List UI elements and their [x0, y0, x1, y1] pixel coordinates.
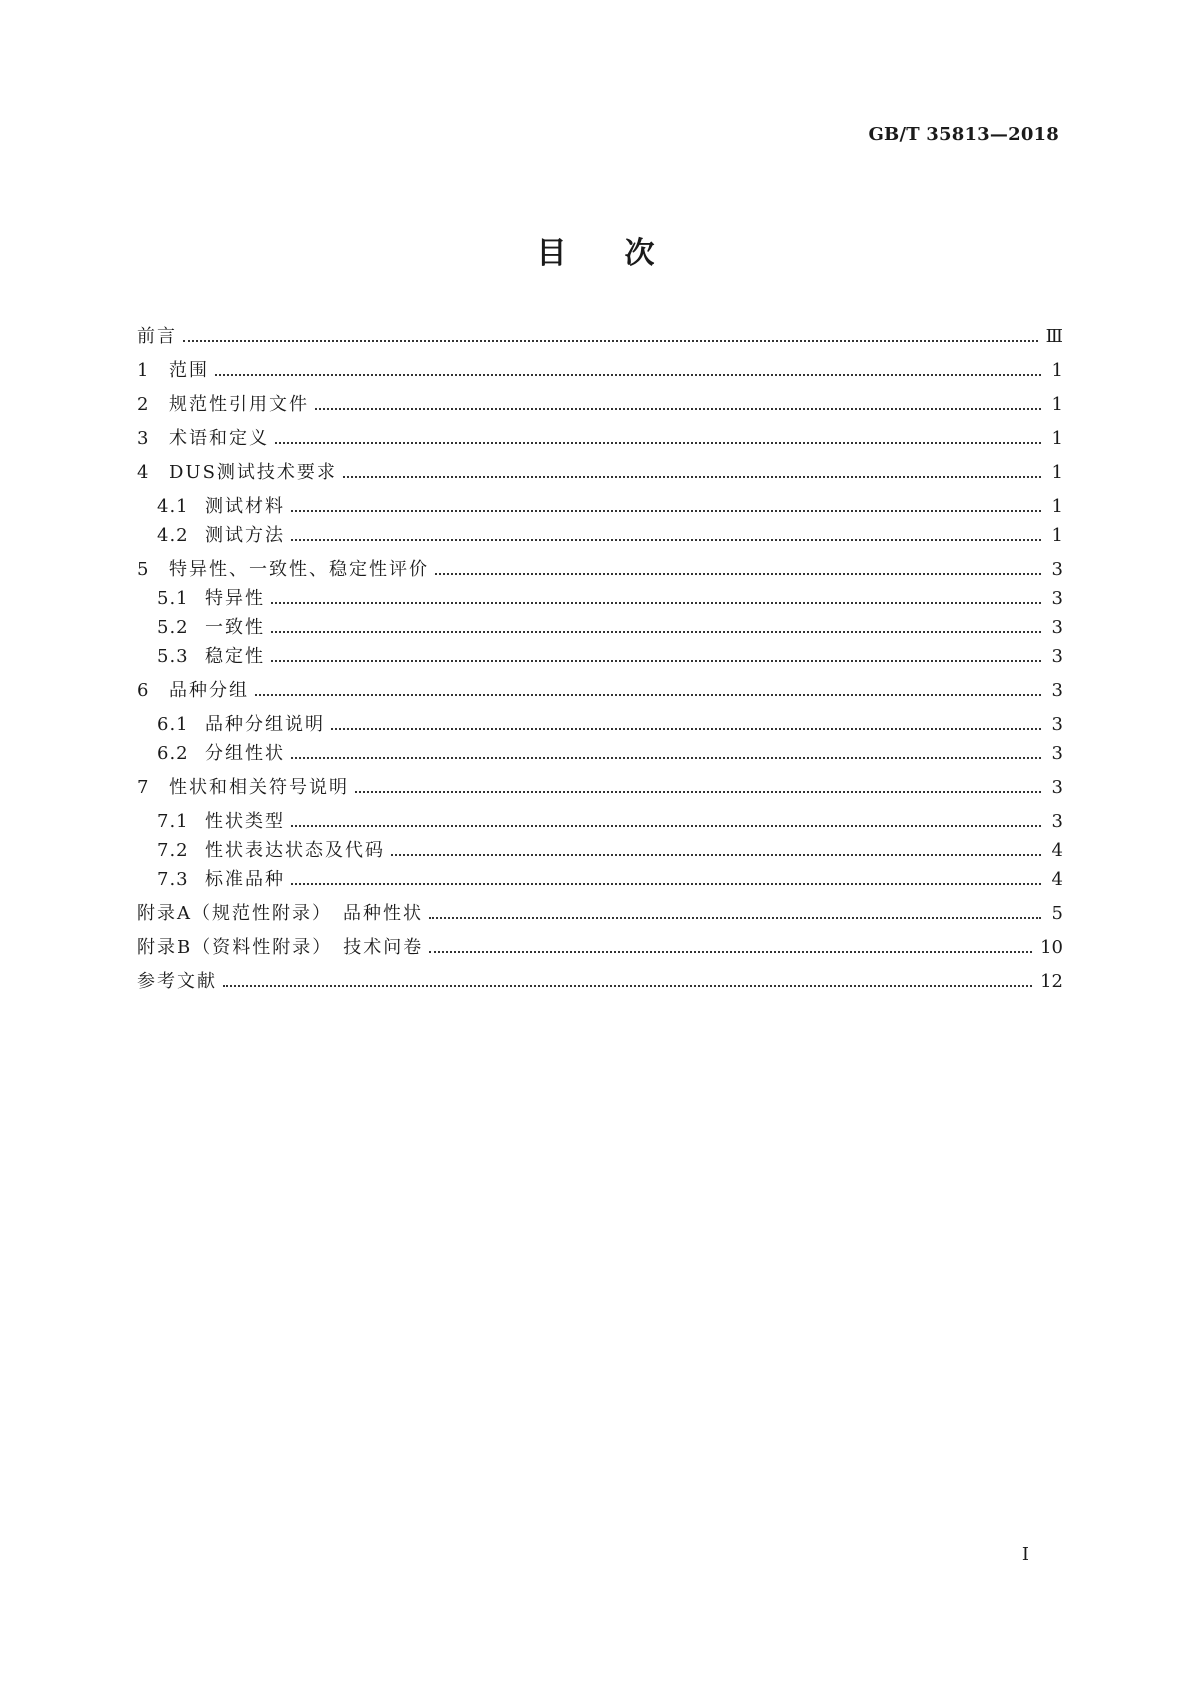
toc-entry-label: 性状和相关符号说明: [169, 777, 349, 798]
toc-entry-number: 2: [137, 394, 150, 415]
toc-entry[interactable]: [137, 970, 1063, 994]
toc-leader-dots: [291, 757, 1041, 759]
toc-entry-label: DUS测试技术要求: [169, 462, 337, 483]
toc-entry-page: 3: [1051, 743, 1063, 764]
toc-entry-number: 3: [137, 428, 150, 449]
toc-leader-dots: [291, 883, 1041, 885]
toc-entry-page: 1: [1051, 428, 1063, 449]
toc-entry-number: 7.2: [157, 840, 189, 861]
toc-entry-page: 1: [1051, 462, 1063, 483]
toc-entry[interactable]: [137, 776, 1063, 800]
toc-entry[interactable]: [137, 325, 1063, 349]
toc-entry-number: 4: [137, 462, 150, 483]
toc-leader-dots: [271, 602, 1041, 604]
toc-entry-page: 3: [1051, 646, 1063, 667]
toc-entry-page: Ⅲ: [1045, 326, 1063, 347]
toc-entry-label: 性状类型: [205, 811, 285, 832]
toc-entry-number: 6: [137, 680, 150, 701]
toc-entry[interactable]: [137, 616, 1063, 640]
toc-entry[interactable]: [137, 461, 1063, 485]
toc-entry-page: 3: [1051, 617, 1063, 638]
toc-entry-label: 附录A（规范性附录） 品种性状: [137, 903, 423, 924]
toc-entry-number: 4.2: [157, 525, 189, 546]
toc-leader-dots: [271, 660, 1041, 662]
toc-entry[interactable]: [137, 810, 1063, 834]
toc-leader-dots: [391, 854, 1041, 856]
toc-entry-label: 参考文献: [137, 971, 217, 992]
toc-entry-page: 1: [1051, 360, 1063, 381]
toc-leader-dots: [223, 985, 1032, 987]
toc-entry-label: 前言: [137, 326, 177, 347]
toc-entry-number: 5.1: [157, 588, 189, 609]
toc-entry-page: 1: [1051, 525, 1063, 546]
toc-entry[interactable]: [137, 558, 1063, 582]
standard-code: GB/T 35813—2018: [868, 124, 1059, 145]
toc-entry[interactable]: [137, 427, 1063, 451]
toc-entry-number: 5.2: [157, 617, 189, 638]
toc-leader-dots: [291, 539, 1041, 541]
toc-leader-dots: [291, 825, 1041, 827]
toc-entry[interactable]: [137, 868, 1063, 892]
toc-entry-label: 分组性状: [205, 743, 285, 764]
toc-entry-page: 4: [1051, 840, 1063, 861]
toc-entry-number: 1: [137, 360, 150, 381]
toc-entry[interactable]: [137, 359, 1063, 383]
toc-entry-label: 附录B（资料性附录） 技术问卷: [137, 937, 424, 958]
toc-entry-label: 术语和定义: [169, 428, 269, 449]
toc-leader-dots: [275, 442, 1041, 444]
toc-entry-page: 3: [1051, 811, 1063, 832]
toc-entry-page: 10: [1040, 937, 1063, 958]
toc-entry-page: 3: [1051, 559, 1063, 580]
toc-entry[interactable]: [137, 902, 1063, 926]
toc-entry-page: 3: [1051, 777, 1063, 798]
page-title: 目次: [536, 236, 713, 271]
toc-leader-dots: [255, 694, 1041, 696]
toc-leader-dots: [429, 917, 1041, 919]
toc-entry[interactable]: [137, 936, 1063, 960]
toc-entry[interactable]: [137, 495, 1063, 519]
toc-entry[interactable]: [137, 524, 1063, 548]
toc-entry-number: 7: [137, 777, 150, 798]
toc-entry-page: 3: [1051, 714, 1063, 735]
toc-entry-label: 性状表达状态及代码: [205, 840, 385, 861]
toc-entry-label: 一致性: [205, 617, 265, 638]
toc-entry-page: 3: [1051, 680, 1063, 701]
toc-leader-dots: [215, 374, 1041, 376]
toc-leader-dots: [435, 573, 1041, 575]
toc-entry-label: 稳定性: [205, 646, 265, 667]
toc-entry[interactable]: [137, 645, 1063, 669]
toc-entry[interactable]: [137, 393, 1063, 417]
toc-entry-label: 测试方法: [205, 525, 285, 546]
toc-leader-dots: [291, 510, 1041, 512]
toc-entry[interactable]: [137, 742, 1063, 766]
toc-entry-page: 1: [1051, 496, 1063, 517]
toc-entry-page: 3: [1051, 588, 1063, 609]
toc-entry[interactable]: [137, 679, 1063, 703]
toc-entry-page: 4: [1051, 869, 1063, 890]
toc-leader-dots: [271, 631, 1041, 633]
toc-entry-page: 1: [1051, 394, 1063, 415]
toc-entry-number: 4.1: [157, 496, 189, 517]
toc-entry-label: 范围: [169, 360, 209, 381]
toc-leader-dots: [183, 340, 1038, 342]
toc-entry-number: 6.2: [157, 743, 189, 764]
toc-leader-dots: [429, 951, 1032, 953]
toc-leader-dots: [315, 408, 1041, 410]
toc-entry[interactable]: [137, 713, 1063, 737]
toc-entry-number: 6.1: [157, 714, 189, 735]
toc-leader-dots: [355, 791, 1041, 793]
toc-entry-page: 12: [1040, 971, 1063, 992]
toc-entry-number: 5: [137, 559, 150, 580]
toc-entry-label: 测试材料: [205, 496, 285, 517]
toc-entry-label: 品种分组: [169, 680, 249, 701]
page-number: I: [1021, 1544, 1029, 1565]
toc-entry-label: 特异性: [205, 588, 265, 609]
toc-entry-label: 规范性引用文件: [169, 394, 309, 415]
toc-entry-label: 特异性、一致性、稳定性评价: [169, 559, 429, 580]
toc-entry-page: 5: [1051, 903, 1063, 924]
toc-entry[interactable]: [137, 839, 1063, 863]
toc-entry-number: 5.3: [157, 646, 189, 667]
toc-entry-label: 品种分组说明: [205, 714, 325, 735]
toc-entry-number: 7.1: [157, 811, 189, 832]
toc-entry[interactable]: [137, 587, 1063, 611]
toc-entry-number: 7.3: [157, 869, 189, 890]
toc-entry-label: 标准品种: [205, 869, 285, 890]
toc-leader-dots: [331, 728, 1041, 730]
toc-leader-dots: [343, 476, 1041, 478]
